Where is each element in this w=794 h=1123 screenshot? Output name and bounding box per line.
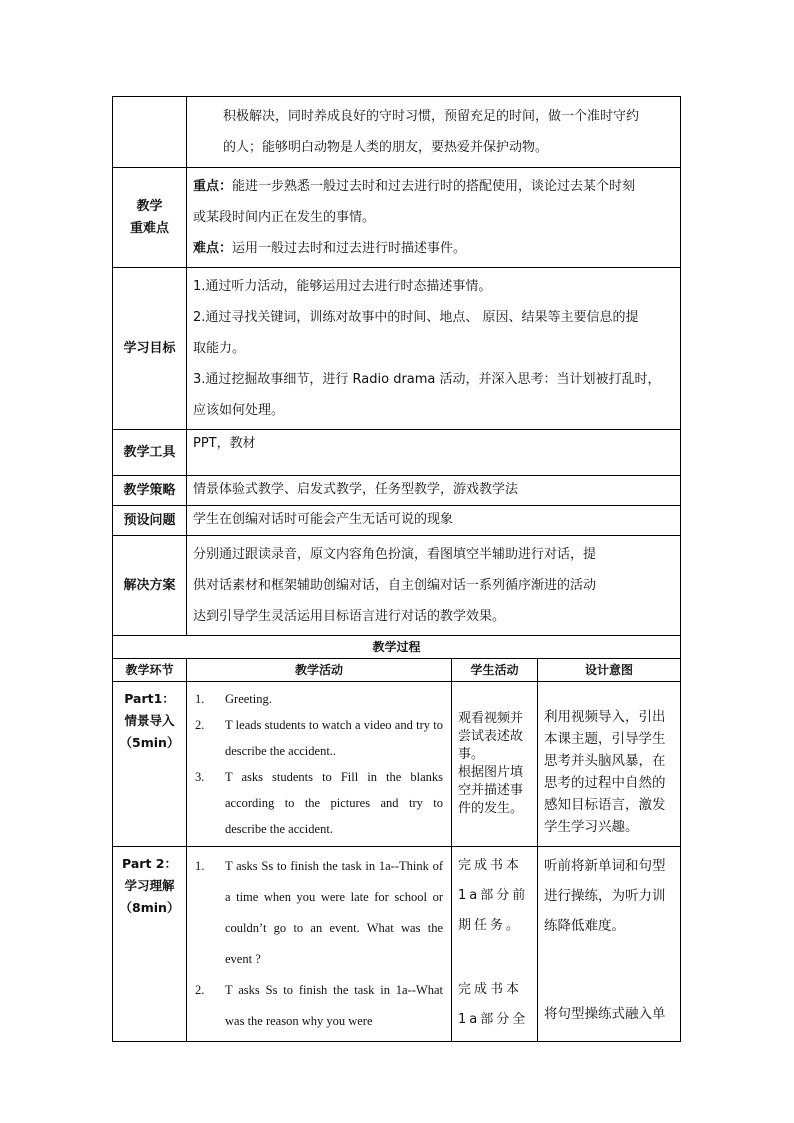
solution-label: 解决方案 xyxy=(113,536,187,636)
header-stage: 教学环节 xyxy=(113,659,187,682)
tools-label: 教学工具 xyxy=(113,430,187,476)
difficulty-text: 运用一般过去时和过去进行时描述事件。 xyxy=(232,241,467,256)
difficulty-prefix: 难点： xyxy=(193,241,233,256)
goal-continuation-row xyxy=(113,97,681,168)
goal-line-2: 的人；能够明白动物是人类的朋友，要热爱并保护动物。 xyxy=(223,140,549,155)
key-text-1: 能进一步熟悉一般过去时和过去进行时的搭配使用，谈论过去某个时刻 xyxy=(232,179,636,194)
objective-3b: 应该如何处理。 xyxy=(193,403,285,418)
key-prefix: 重点： xyxy=(193,179,233,194)
part2-row xyxy=(113,847,681,1042)
solution-line-2: 供对话素材和框架辅助创编对话，自主创编对话一系列循序渐进的活动 xyxy=(193,578,597,593)
part1-design: 利用视频导入，引出本课主题，引导学生思考并头脑风暴，在思考的过程中自然的感知目标语言，激发学生学习兴趣。 xyxy=(538,682,681,847)
objectives-row xyxy=(113,268,681,430)
objective-3a: 3.通过挖掘故事细节，进行 Radio drama 活动，并深入思考：当计划被打乱时， xyxy=(193,372,661,387)
lesson-plan-page xyxy=(112,96,680,1042)
solution-line-3: 达到引导学生灵活运用目标语言进行对话的教学效果。 xyxy=(193,609,506,624)
part1-row xyxy=(113,682,681,847)
header-activity: 教学活动 xyxy=(187,659,452,682)
process-title-row xyxy=(113,636,681,659)
empty-label-cell xyxy=(113,97,187,168)
header-design: 设计意图 xyxy=(538,659,681,682)
tools-row xyxy=(113,430,681,476)
solution-line-1: 分别通过跟读录音，原文内容角色扮演，看图填空半辅助进行对话，提 xyxy=(193,547,597,562)
problems-text: 学生在创编对话时可能会产生无话可说的现象 xyxy=(187,506,681,536)
part1-time: （5min） xyxy=(119,735,180,750)
objective-2a: 2.通过寻找关键词，训练对故事中的时间、地点、 原因、结果等主要信息的提 xyxy=(193,310,639,325)
problems-label: 预设问题 xyxy=(113,506,187,536)
strategy-row xyxy=(113,476,681,506)
part1-title: Part1： xyxy=(124,691,175,706)
part1-student-1: 观看视频并尝试表述故事。 xyxy=(458,711,524,762)
strategy-text: 情景体验式教学、启发式教学，任务型教学，游戏教学法 xyxy=(187,476,681,506)
goal-line-1: 积极解决，同时养成良好的守时习惯，预留充足的时间，做一个准时守约 xyxy=(223,109,640,124)
part2-student-1: 完成书本1a部分前期任务。 xyxy=(458,858,529,933)
part2-title: Part 2： xyxy=(122,856,177,871)
objectives-label: 学习目标 xyxy=(113,268,187,430)
key-points-label-2: 重难点 xyxy=(129,220,169,236)
part2-activity-2: 2. T asks Ss to finish the task in 1a--What was the reason why you were xyxy=(195,983,443,1028)
solution-row xyxy=(113,536,681,636)
part2-time: （8min） xyxy=(119,900,180,915)
lesson-plan-table xyxy=(112,96,681,1042)
strategy-label: 教学策略 xyxy=(113,476,187,506)
part2-design-2: 将句型操练式融入单 xyxy=(544,1006,666,1022)
part2-student-2: 完成书本1a部分全 xyxy=(458,982,529,1027)
process-header-row xyxy=(113,659,681,682)
part1-name: 情景导入 xyxy=(124,713,175,728)
part1-activity-2: 2. T leads students to watch a video and try to describe the accident.. xyxy=(195,718,443,758)
part2-activity-1: 1. T asks Ss to finish the task in 1a--Think of a time when you were late for school or couldn’t go to an event. What was the event ? xyxy=(195,859,443,966)
key-text-2: 或某段时间内正在发生的事情。 xyxy=(193,210,376,225)
part1-student-2: 根据图片填空并描述事件的发生。 xyxy=(458,765,524,816)
objective-2b: 取能力。 xyxy=(193,341,246,356)
part1-activity-3: 3. T asks students to Fill in the blanks according to the pictures and try to describe the accident. xyxy=(195,770,443,836)
problems-row xyxy=(113,506,681,536)
key-points-label-1: 教学 xyxy=(136,198,163,214)
part2-name: 学习理解 xyxy=(124,878,175,893)
objective-1: 1.通过听力活动，能够运用过去进行时态描述事情。 xyxy=(193,279,492,294)
header-student: 学生活动 xyxy=(452,659,538,682)
tools-text: PPT，教材 xyxy=(187,430,681,476)
key-points-row xyxy=(113,168,681,268)
part1-activity-1: 1. Greeting. xyxy=(195,692,272,706)
process-title: 教学过程 xyxy=(113,636,681,659)
part2-design-1: 听前将新单词和句型进行操练，为听力训练降低难度。 xyxy=(544,858,666,934)
